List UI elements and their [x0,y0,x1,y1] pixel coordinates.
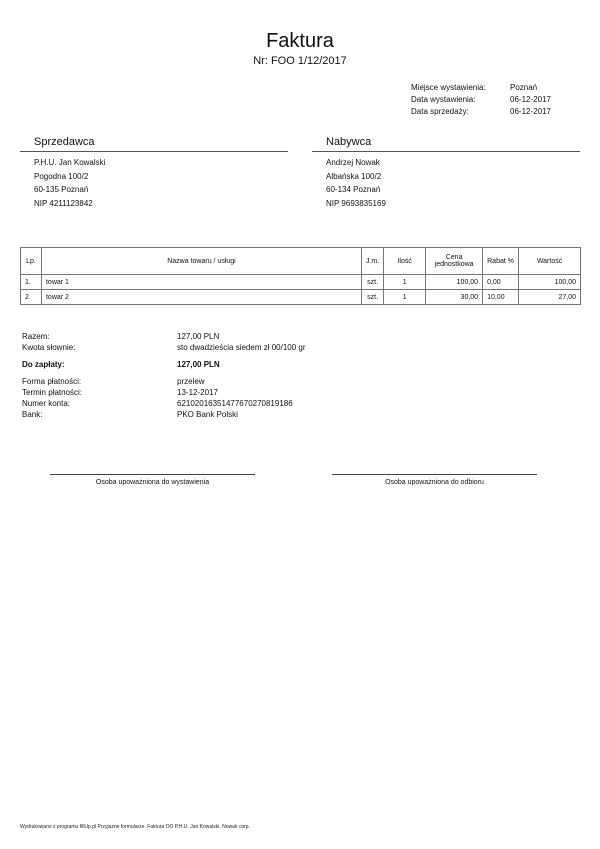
meta-value: 06-12-2017 [510,107,551,116]
seller-line: P.H.U. Jan Kowalski [34,158,106,167]
table-cell: towar 2 [41,290,361,305]
buyer-line: Andrzej Nowak [326,158,380,167]
table-cell: 100,00 [426,275,483,290]
table-cell: szt. [361,290,383,305]
meta-place [411,82,551,94]
meta-label: Data sprzedaży: [411,107,469,116]
amount-words-label: Kwota słownie: [22,343,76,352]
issuer-signature-line [50,474,255,475]
receiver-signature-line [332,474,537,475]
buyer-line: 60-134 Poznań [326,185,381,194]
seller-heading: Sprzedawca [34,136,95,148]
seller-block [34,156,105,210]
table-row [21,290,581,305]
meta-issue-date [411,94,551,106]
total-value: 127,00 PLN [177,332,220,341]
table-cell: 1 [384,290,426,305]
table-cell: 1. [21,275,42,290]
total-label: Razem: [22,332,50,341]
meta-value: 06-12-2017 [510,95,551,104]
seller-line: 60-135 Poznań [34,185,89,194]
payment-term-value: 13-12-2017 [177,388,218,397]
table-cell: 1 [384,275,426,290]
items-table [20,247,581,305]
payment-method-value: przelew [177,377,205,386]
column-header: Cena jednostkowa [426,248,483,275]
meta-label: Data wystawienia: [411,95,476,104]
payment-details [22,376,293,420]
invoice-title: Faktura [266,30,334,52]
column-header: Wartość [519,248,581,275]
seller-line: NIP 4211123842 [34,198,93,208]
account-label: Numer konta: [22,399,71,408]
buyer-block [326,156,386,210]
buyer-heading: Nabywca [326,136,372,148]
buyer-line: NIP 9693835169 [326,198,386,208]
due-value: 127,00 PLN [177,360,220,369]
buyer-divider [312,151,580,152]
table-cell: 10,00 [483,290,519,305]
column-header: Nazwa towaru / usługi [41,248,361,275]
invoice-meta [411,82,551,118]
table-cell: 27,00 [519,290,581,305]
buyer-line: Albańska 100/2 [326,171,382,181]
table-cell: 0,00 [483,275,519,290]
column-header: Rabat % [483,248,519,275]
column-header: Lp. [21,248,42,275]
meta-value: Poznań [510,83,538,92]
amount-words-value: sto dwadzieścia siedem zł 00/100 gr [177,343,306,352]
payment-term-label: Termin płatności: [22,388,83,397]
issuer-signature-label: Osoba upoważniona do wystawienia [95,479,210,486]
meta-sale-date [411,106,551,118]
table-header-row [21,248,581,275]
meta-label: Miejsce wystawienia: [411,83,486,92]
seller-divider [20,151,288,152]
bank-value: PKO Bank Polski [177,410,238,419]
print-footer: Wydrukowano z programu fillUp.pl Przyjazne formularze. Faktura OO P.H.U. Jan Kowalski, Nowak corp. [20,824,250,830]
column-header: J.m. [361,248,383,275]
table-cell: 100,00 [519,275,581,290]
column-header: Ilość [384,248,426,275]
table-cell: 30,00 [426,290,483,305]
table-cell: towar 1 [41,275,361,290]
invoice-number: Nr: FOO 1/12/2017 [253,55,347,67]
receiver-signature-label: Osoba upoważniona do odbioru [385,479,484,486]
table-row [21,275,581,290]
amount-due [22,359,220,370]
due-label: Do zapłaty: [22,360,65,369]
payment-method-label: Forma płatności: [22,377,82,386]
bank-label: Bank: [22,410,43,419]
table-cell: szt. [361,275,383,290]
summary-totals [22,331,306,353]
account-value: 62102016351477670270819186 [177,399,293,408]
seller-line: Pogodna 100/2 [34,171,89,181]
table-cell: 2. [21,290,42,305]
